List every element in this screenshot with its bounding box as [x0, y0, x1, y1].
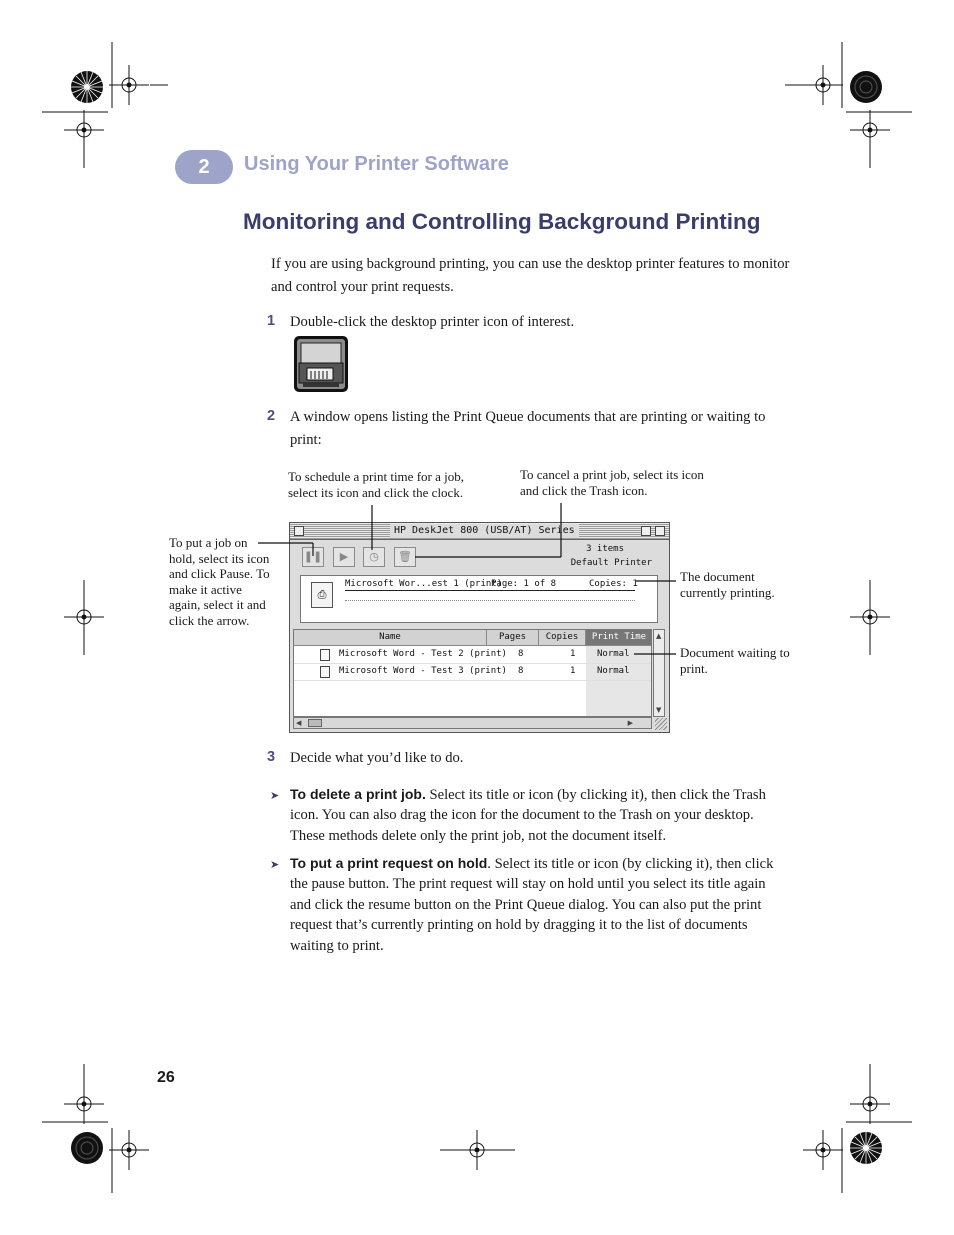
- pause-button[interactable]: ❚❚: [302, 547, 324, 567]
- scroll-up-icon[interactable]: ▲: [656, 632, 662, 640]
- bullet-delete: [290, 784, 790, 846]
- row-pages: 8: [518, 666, 524, 676]
- step-2-number: 2: [267, 408, 276, 424]
- scroll-thumb[interactable]: [308, 719, 322, 727]
- step-1-text: Double-click the desktop printer icon of interest.: [290, 314, 575, 330]
- bullet-hold: [290, 853, 790, 956]
- vertical-scrollbar[interactable]: [653, 629, 665, 717]
- items-count: 3 items: [586, 544, 624, 554]
- step-1-number: 1: [267, 313, 276, 329]
- progress-line: [345, 590, 635, 591]
- current-job-copies: Copies: 1: [589, 579, 638, 589]
- row-print-time: Normal: [597, 666, 630, 676]
- window-title: HP DeskJet 800 (USB/AT) Series: [390, 524, 579, 538]
- callout-cancel: To cancel a print job, select its icon and click the Trash icon.: [520, 467, 704, 498]
- table-row[interactable]: [294, 664, 652, 681]
- chapter-title: Using Your Printer Software: [244, 153, 509, 175]
- scroll-right-icon[interactable]: ▶: [627, 719, 633, 727]
- page-number: 26: [157, 1069, 175, 1086]
- print-queue-window: [289, 522, 670, 733]
- scroll-left-icon[interactable]: ◀: [296, 719, 302, 727]
- bullet-hold-text: . Select its title or icon (by clicking it), then click the pause button. The print request will stay on hold until you select its title again and click the resume button on the Print Queue dialog. You can also put the print request that’s currently printing on hold by dragging it to the list of documents waiting to print.: [290, 856, 774, 954]
- row-name: Microsoft Word - Test 2 (print): [339, 649, 507, 659]
- step-3-text: Decide what you’d like to do.: [290, 750, 464, 766]
- close-box-icon[interactable]: [294, 526, 304, 536]
- row-pages: 8: [518, 649, 524, 659]
- desktop-printer-icon[interactable]: [293, 335, 349, 393]
- callout-hold: To put a job on hold, select its icon and click Pause. To make it active again, select it and click the arrow.: [169, 535, 270, 628]
- callout-schedule: To schedule a print time for a job, select its icon and click the clock.: [288, 469, 464, 500]
- zoom-box-icon[interactable]: [641, 526, 651, 536]
- section-title: Monitoring and Controlling Background Printing: [243, 209, 761, 234]
- window-titlebar[interactable]: [290, 523, 669, 540]
- column-header-print-time[interactable]: Print Time: [586, 630, 652, 646]
- column-header-copies[interactable]: Copies: [539, 630, 586, 646]
- resize-grip-icon[interactable]: [655, 718, 667, 730]
- bullet-arrow-icon: ➤: [270, 859, 280, 871]
- bullet-arrow-icon: ➤: [270, 790, 280, 802]
- printing-document-icon[interactable]: ⎙: [311, 582, 333, 608]
- callout-waiting: Document waiting to print.: [680, 645, 790, 676]
- column-header-name[interactable]: Name: [294, 630, 487, 646]
- default-printer-label: Default Printer: [570, 558, 652, 568]
- current-job-name: Microsoft Wor...est 1 (print): [345, 579, 503, 589]
- row-name: Microsoft Word - Test 3 (print): [339, 666, 507, 676]
- table-row[interactable]: [294, 647, 652, 664]
- clock-button[interactable]: ◷: [363, 547, 385, 567]
- row-print-time: Normal: [597, 649, 630, 659]
- current-job-page: Page: 1 of 8: [491, 579, 557, 589]
- chapter-number-badge: 2: [175, 150, 233, 184]
- step-2-text: A window opens listing the Print Queue documents that are printing or waiting to print:: [290, 409, 766, 448]
- step-3-number: 3: [267, 749, 276, 765]
- status-divider: [345, 600, 635, 601]
- bullet-delete-text: Select its title or icon (by clicking it), then click the Trash icon. You can also drag the icon for the document to the Trash on your desktop. These methods delete only the print job, not the document itself.: [290, 787, 766, 844]
- intro-paragraph: If you are using background printing, you can use the desktop printer features to monitor and control your print requests.: [271, 256, 790, 295]
- callout-current: The document currently printing.: [680, 569, 775, 600]
- current-job-panel[interactable]: [300, 575, 658, 623]
- horizontal-scrollbar[interactable]: [293, 717, 652, 729]
- column-header-pages[interactable]: Pages: [487, 630, 539, 646]
- document-icon[interactable]: [320, 666, 330, 678]
- scroll-down-icon[interactable]: ▼: [656, 706, 662, 714]
- queue-list: [293, 629, 652, 717]
- bullet-delete-lead: To delete a print job.: [290, 786, 426, 802]
- document-icon[interactable]: [320, 649, 330, 661]
- row-copies: 1: [570, 666, 576, 676]
- bullet-hold-lead: To put a print request on hold: [290, 855, 488, 871]
- resume-button[interactable]: ▶: [333, 547, 355, 567]
- trash-button[interactable]: 🗑: [394, 547, 416, 567]
- collapse-box-icon[interactable]: [655, 526, 665, 536]
- row-copies: 1: [570, 649, 576, 659]
